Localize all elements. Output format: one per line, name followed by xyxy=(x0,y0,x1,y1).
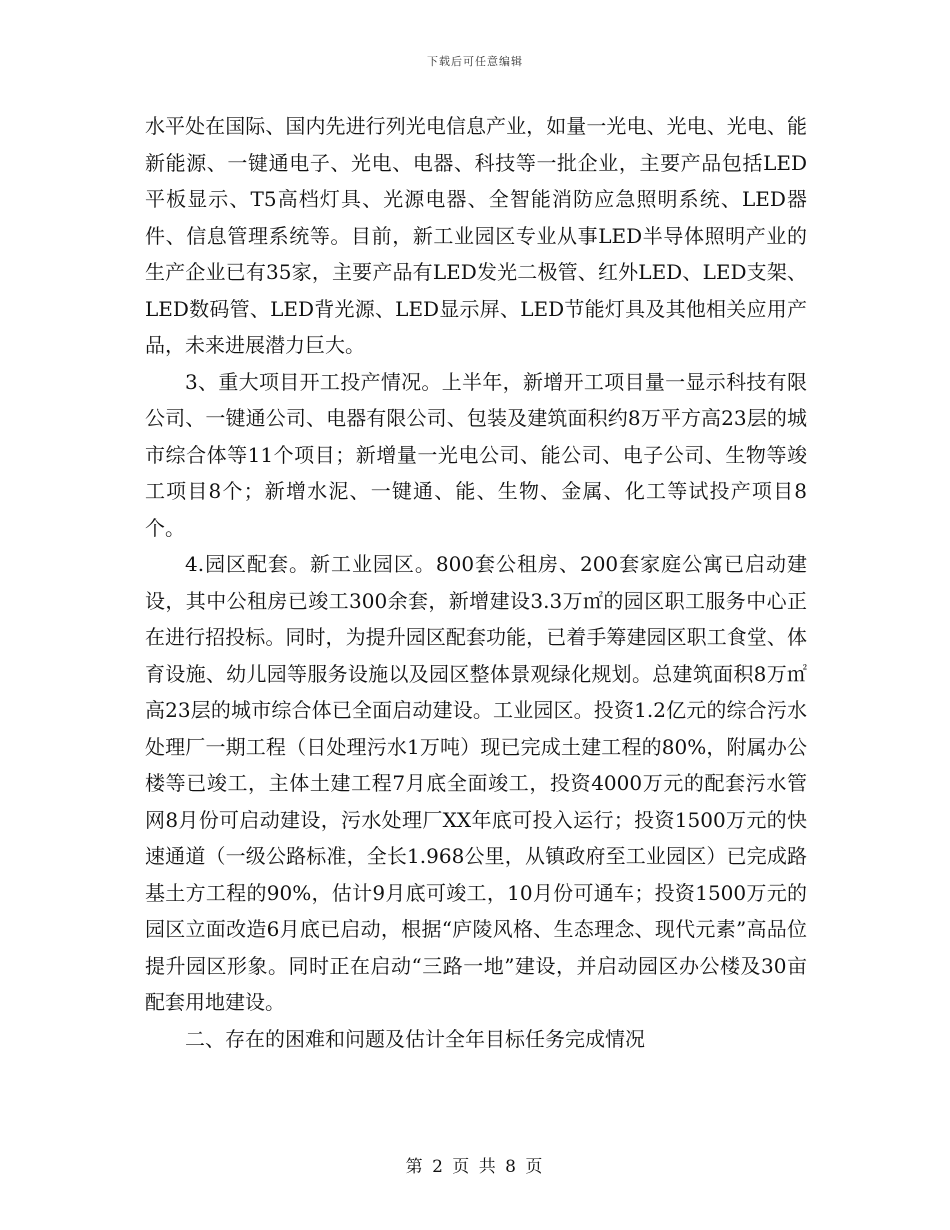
section-heading-problems: 二、存在的困难和问题及估计全年目标任务完成情况 xyxy=(185,1026,645,1051)
page-header: 下载后可任意编辑 xyxy=(427,55,523,68)
document-body xyxy=(145,108,807,1057)
paragraph-park-facilities: 4.园区配套。新工业园区。800套公租房、200套家庭公寓已启动建设，其中公租房已竣工300余套，新增建设3.3万㎡的园区职工服务中心正在进行招投标。同时，为提升园区配套功能，已着手筹建园区职工食堂、体育设施、幼儿园等服务设施以及园区整体景观绿化规划。总建筑面积8万㎡高23层的城市综合体已全面启动建设。工业园区。投资1.2亿元的综合污水处理厂一期工程（日处理污水1万吨）现已完成土建工程的80%，附属办公楼等已竣工，主体土建工程7月底全面竣工，投资4000万元的配套污水管网8月份可启动建设，污水处理厂XX年底可投入运行；投资1500万元的快速通道（一级公路标准，全长1.968公里，从镇政府至工业园区）已完成路基土方工程的90%，估计9月底可竣工，10月份可通车；投资1500万元的园区立面改造6月底已启动，根据“庐陵风格、生态理念、现代元素”高品位提升园区形象。同时正在启动“三路一地”建设，并启动园区办公楼及30亩配套用地建设。 xyxy=(145,552,807,1014)
page-footer: 第 2 页 共 8 页 xyxy=(405,1157,545,1177)
paragraph-industry: 水平处在国际、国内先进行列光电信息产业，如量一光电、光电、光电、能新能源、一键通电子、光电、电器、科技等一批企业，主要产品包括LED平板显示、T5高档灯具、光源电器、全智能消防应急照明系统、LED器件、信息管理系统等。目前，新工业园区专业从事LED半导体照明产业的生产企业已有35家，主要产品有LED发光二极管、红外LED、LED支架、LED数码管、LED背光源、LED显示屏、LED节能灯具及其他相关应用产品，未来进展潜力巨大。 xyxy=(145,114,807,357)
paragraph-major-projects: 3、重大项目开工投产情况。上半年，新增开工项目量一显示科技有限公司、一键通公司、电器有限公司、包装及建筑面积约8万平方高23层的城市综合体等11个项目；新增量一光电公司、能公司、电子公司、生物等竣工项目8个；新增水泥、一键通、能、生物、金属、化工等试投产项目8个。 xyxy=(145,369,807,540)
